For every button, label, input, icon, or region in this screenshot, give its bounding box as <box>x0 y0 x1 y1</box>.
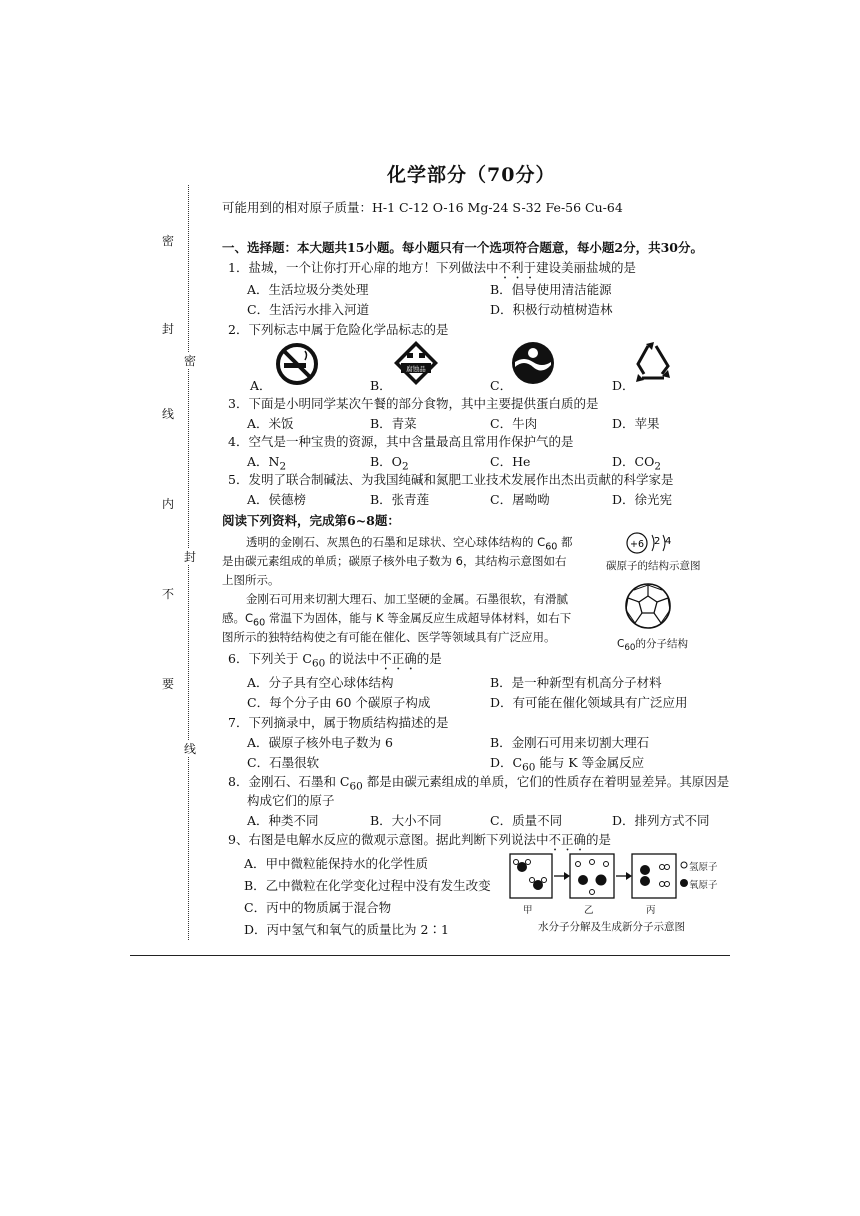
q8-option-d: D．排列方式不同 <box>612 813 710 828</box>
q2-option-c: C． <box>490 378 513 393</box>
page-title: 化学部分（70分） <box>387 164 556 186</box>
q9-option-a: A．甲中微粒能保持水的化学性质 <box>244 856 429 871</box>
inner-margin-char-3: 线 <box>184 742 197 756</box>
q6-option-d: D．有可能在催化领域具有广泛应用 <box>490 695 688 710</box>
q4-option-c: C．He <box>490 454 531 469</box>
q3-stem: 3．下面是小明同学某次午餐的部分食物，其中主要提供蛋白质的是 <box>228 396 599 411</box>
q5-option-a: A．侯德榜 <box>247 492 307 507</box>
q7-option-c: C．石墨很软 <box>247 755 320 770</box>
atom-shell-1: 2 <box>654 536 661 547</box>
q8-option-c: C．质量不同 <box>490 813 563 828</box>
q4-option-b: B．$O_2$ <box>370 454 409 473</box>
inner-margin-char-1: 密 <box>184 354 197 368</box>
q8-stem: 8．金刚石、石墨和 $C_{60}$ 都是由碳元素组成的单质，它们的性质存在着明显差异。其原因是 <box>228 774 730 793</box>
q3-option-c: C．牛肉 <box>490 416 538 431</box>
q2-option-a: A． <box>250 378 272 393</box>
section-heading: 一、选择题：本大题共15小题。每小题只有一个选项符合题意，每小题2分，共30分。 <box>222 240 703 255</box>
q2-option-d: D． <box>612 378 635 393</box>
corrosive-sign-icon <box>392 339 440 387</box>
box-label-bing: 丙 <box>646 905 656 916</box>
q6-option-c: C．每个分子由 60 个碳原子构成 <box>247 695 431 710</box>
inner-margin-char-2: 封 <box>184 550 197 564</box>
box-label-jia: 甲 <box>523 905 533 916</box>
q4-option-d: D．$CO_2$ <box>612 454 661 473</box>
reading-p2-line2: 感。$C_{60}$ 常温下为固体，能与 K 等金属反应生成超导体材料，如右下 <box>222 611 572 629</box>
q8-stem-line2: 构成它们的原子 <box>247 793 335 808</box>
page-bottom-rule <box>130 955 730 956</box>
q6-stem: 6．下列关于 $C_{60}$ 的说法中不正确的是 <box>228 651 442 670</box>
corrosive-sign-label: 腐蚀品 <box>406 365 426 373</box>
reading-p1-line2: 是由碳元素组成的单质；碳原子核外电子数为 6，其结构示意图如右 <box>222 554 567 568</box>
reading-p1-line1: 透明的金刚石、灰黑色的石墨和足球状、空心球体结构的 $C_{60}$ 都 <box>246 535 573 553</box>
c60-molecule-icon <box>624 582 672 630</box>
q3-option-d: D．苹果 <box>612 416 660 431</box>
atom-shell-2: 4 <box>665 536 672 547</box>
q3-option-a: A．米饭 <box>247 416 294 431</box>
q6-option-b: B．是一种新型有机高分子材料 <box>490 675 662 690</box>
reading-p2-line3: 图所示的独特结构使之有可能在催化、医学等领域具有广泛应用。 <box>222 630 556 644</box>
q1-option-a: A．生活垃圾分类处理 <box>247 282 369 297</box>
q2-option-b: B． <box>370 378 392 393</box>
atom-nucleus-label: +6 <box>629 539 645 550</box>
q1-option-d: D．积极行动植树造林 <box>490 302 613 317</box>
q5-option-b: B．张青莲 <box>370 492 430 507</box>
margin-char-2: 封 <box>162 322 175 336</box>
q7-stem: 7．下列摘录中，属于物质结构描述的是 <box>228 715 449 730</box>
q3-option-b: B．青菜 <box>370 416 417 431</box>
atomic-masses: 可能用到的相对原子质量：H-1 C-12 O-16 Mg-24 S-32 Fe-56 Cu-64 <box>222 200 623 215</box>
c60-caption: $C_{60}$的分子结构 <box>617 638 688 654</box>
q1-option-c: C．生活污水排入河道 <box>247 302 370 317</box>
margin-char-4: 内 <box>162 497 175 511</box>
reading-p2-line1: 金刚石可用来切割大理石、加工坚硬的金属。石墨很软，有滑腻 <box>246 592 568 606</box>
q9-option-c: C．丙中的物质属于混合物 <box>244 900 392 915</box>
water-saving-sign-icon <box>510 340 556 386</box>
q1-stem: 1．盐城，一个让你打开心扉的地方！下列做法中不利于建设美丽盐城的是 <box>228 260 636 275</box>
q4-stem: 4．空气是一种宝贵的资源，其中含量最高且常用作保护气的是 <box>228 434 574 449</box>
q6-option-a: A．分子具有空心球体结构 <box>247 675 394 690</box>
q5-option-d: D．徐光宪 <box>612 492 673 507</box>
q2-stem: 2．下列标志中属于危险化学品标志的是 <box>228 322 449 337</box>
q9-stem: 9、右图是电解水反应的微观示意图。据此判断下列说法中不正确的是 <box>228 832 611 847</box>
margin-char-3: 线 <box>162 407 175 421</box>
q9-option-d: D．丙中氢气和氧气的质量比为 2∶1 <box>244 922 449 937</box>
q4-option-a: A．$N_2$ <box>247 454 287 473</box>
reading-p1-line3: 上图所示。 <box>222 573 280 587</box>
q8-option-a: A．种类不同 <box>247 813 319 828</box>
legend-hydrogen: 氢原子 <box>689 862 718 873</box>
q7-option-d: D．$C_{60}$ 能与 K 等金属反应 <box>490 755 645 774</box>
atom-caption: 碳原子的结构示意图 <box>606 560 701 572</box>
legend-oxygen: 氧原子 <box>689 880 718 891</box>
q7-option-a: A．碳原子核外电子数为 6 <box>247 735 393 750</box>
q5-option-c: C．屠呦呦 <box>490 492 550 507</box>
margin-char-1: 密 <box>162 234 175 248</box>
margin-char-5: 不 <box>162 587 175 601</box>
recycle-sign-icon <box>630 340 676 384</box>
carbon-atom-diagram <box>624 530 684 560</box>
reading-heading: 阅读下列资料，完成第6~8题： <box>222 513 400 528</box>
q5-stem: 5．发明了联合制碱法、为我国纯碱和氮肥工业技术发展作出杰出贡献的科学家是 <box>228 472 674 487</box>
q7-option-b: B．金刚石可用来切割大理石 <box>490 735 650 750</box>
no-smoking-sign-icon <box>275 342 319 386</box>
q1-option-b: B．倡导使用清洁能源 <box>490 282 612 297</box>
electrolysis-caption: 水分子分解及生成新分子示意图 <box>538 921 685 933</box>
q8-option-b: B．大小不同 <box>370 813 442 828</box>
box-label-yi: 乙 <box>584 905 594 916</box>
margin-char-6: 要 <box>162 677 175 691</box>
electrolysis-diagram <box>508 852 716 904</box>
q9-option-b: B．乙中微粒在化学变化过程中没有发生改变 <box>244 878 491 893</box>
